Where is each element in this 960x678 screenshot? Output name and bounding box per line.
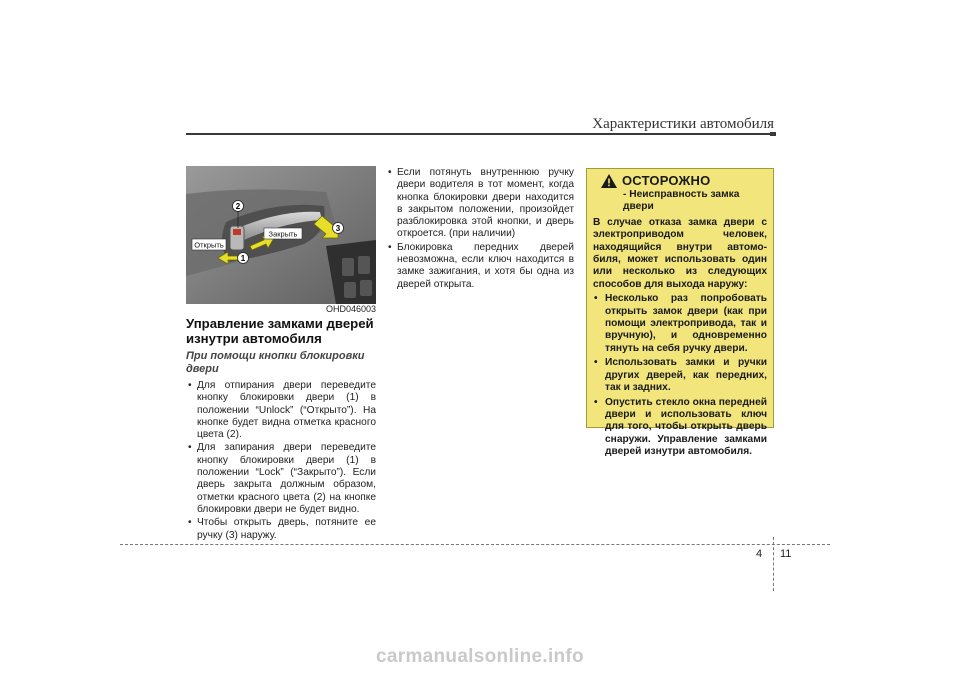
door-lock-illustration — [186, 166, 376, 304]
chapter-number: 4 — [756, 548, 763, 560]
middle-column — [386, 167, 574, 292]
page-header-title: Характеристики автомобиля — [592, 116, 774, 132]
warning-intro: В случае отказа замка двери с электроприводом человек, находящийся внутри автомо- биля, может использовать один или несколько из следующих способов для выхода наружу: — [593, 216, 767, 290]
callout-2: 2 — [235, 202, 241, 211]
footer-rule — [120, 544, 830, 545]
watermark: carmanualsonline.info — [376, 646, 584, 667]
list-item: • Несколько раз попробовать открыть замок двери (как при помощи электропривода, так и вручную), и одновременно тянуть на себя ручку двери. — [593, 293, 767, 355]
callout-3: 3 — [335, 224, 341, 233]
figure-code: OHD046003 — [325, 304, 376, 314]
page-number: 11 — [780, 548, 792, 560]
warning-list — [593, 293, 767, 458]
unlock-label: Открыть — [194, 240, 224, 250]
list-item: • Для отпирания двери переведите кнопку блокировки двери (1) в положении “Unlock” (“Открыто”). На кнопке будет видна отметка красного цвета (2). — [186, 380, 376, 441]
list-item: • Если потянуть внутреннюю ручку двери водителя в тот момент, когда кнопка блокировки двери находится в закрытом положении, произойдет разблокировка этой кнопки, и дверь откроется. (при наличии) — [386, 167, 574, 241]
section-title: Управление замками дверей изнутри автомобиля — [186, 316, 374, 346]
warning-title: ОСТОРОЖНО — [622, 173, 711, 188]
section-subtitle: При помощи кнопки блокировки двери — [186, 350, 365, 375]
callout-1: 1 — [240, 254, 246, 263]
list-item: • Для запирания двери переведите кнопку блокировки двери (1) в положении “Lock” (“Закрыто”). Если дверь закрыта должным образом, отметки красного цвета (2) на кнопке блокировки двери не будет видно. — [186, 442, 376, 516]
lock-label: Закрыть — [268, 229, 298, 239]
left-column — [186, 316, 376, 543]
list-item: • Чтобы открыть дверь, потяните ее ручку (3) наружу. — [186, 517, 376, 542]
footer-divider — [773, 537, 774, 591]
header-rule — [186, 133, 776, 135]
bullet-list — [186, 380, 376, 542]
warning-triangle-icon — [601, 174, 617, 188]
warning-box — [586, 168, 774, 458]
warning-subtitle: - Неисправность замка двери — [623, 189, 740, 213]
list-item: • Блокировка передних дверей невозможна, если ключ находится в замке зажигания, и хотя бы одна из дверей открыта. — [386, 242, 574, 291]
list-item: • Использовать замки и ручки других дверей, как передних, так и задних. — [593, 357, 767, 394]
list-item: • Опустить стекло окна передней двери и использовать ключ для того, чтобы открыть дверь снаружи. Управление замками дверей изнутри автомобиля. — [593, 397, 767, 459]
warning-header — [601, 173, 767, 188]
bullet-list-right — [386, 167, 574, 291]
